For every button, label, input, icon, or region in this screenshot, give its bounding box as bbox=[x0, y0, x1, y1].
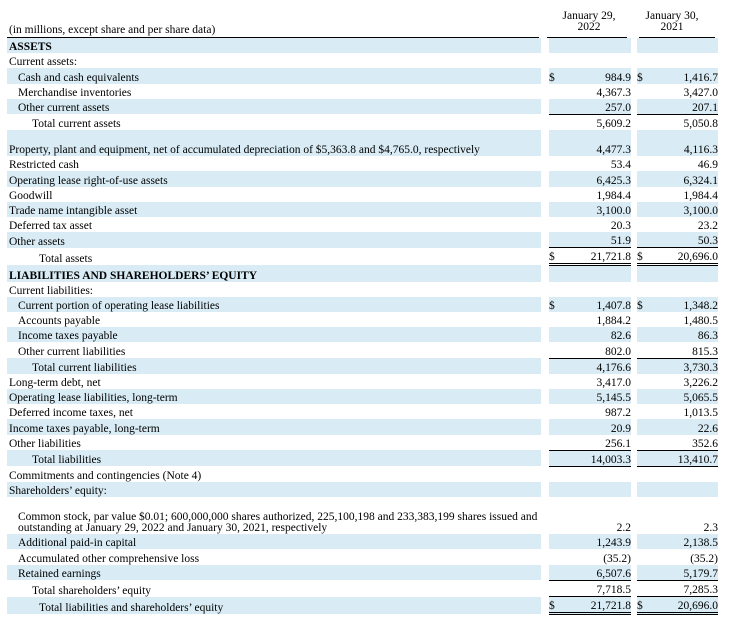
currency-symbol-2022: $ bbox=[549, 297, 561, 312]
value-2022: 3,417.0 bbox=[596, 376, 631, 389]
table-row bbox=[7, 53, 718, 68]
value-2021: 3,730.3 bbox=[647, 358, 718, 374]
column-heading-2022-line2: 2022 bbox=[577, 21, 601, 33]
gutter bbox=[541, 53, 549, 68]
currency-symbol-2022 bbox=[549, 130, 561, 156]
value-2021: 1,416.7 bbox=[647, 68, 718, 83]
column-heading-2021-line2: 2021 bbox=[660, 21, 684, 33]
value-2021 bbox=[647, 466, 718, 482]
currency-symbol-2021 bbox=[637, 534, 647, 549]
currency-symbol-2022 bbox=[549, 389, 561, 404]
row-label: Accumulated other comprehensive loss bbox=[18, 552, 200, 565]
row-label: Operating lease liabilities, long-term bbox=[7, 389, 541, 404]
currency-symbol-2022 bbox=[549, 482, 561, 497]
row-label: Other assets bbox=[7, 232, 541, 248]
currency-symbol-2022 bbox=[549, 358, 561, 374]
table-row bbox=[7, 202, 718, 217]
value-2021: 1,348.2 bbox=[647, 297, 718, 312]
currency-symbol-2022 bbox=[549, 99, 561, 115]
table-row bbox=[7, 482, 718, 497]
currency-symbol-2022: $ bbox=[549, 248, 561, 265]
gutter bbox=[541, 312, 549, 327]
currency-symbol-2022 bbox=[549, 156, 561, 171]
value-2021: 7,285.3 bbox=[647, 580, 718, 596]
currency-symbol-2021: $ bbox=[637, 297, 647, 312]
gutter bbox=[541, 419, 549, 434]
table-row bbox=[7, 217, 718, 232]
value-2022: 82.6 bbox=[561, 327, 631, 342]
currency-symbol-2022 bbox=[549, 202, 561, 217]
currency-symbol-2021 bbox=[637, 419, 647, 434]
currency-symbol-2021 bbox=[637, 99, 647, 115]
value-2021: 3,226.2 bbox=[683, 376, 718, 389]
currency-symbol-2021 bbox=[637, 374, 647, 389]
value-2022: 20.9 bbox=[561, 419, 631, 434]
value-2022 bbox=[561, 482, 631, 497]
gutter bbox=[541, 202, 549, 217]
table-row bbox=[7, 374, 718, 389]
column-heading-2021-line1: January 30, bbox=[645, 10, 699, 22]
currency-symbol-2022 bbox=[549, 232, 561, 248]
value-2021 bbox=[647, 282, 718, 297]
currency-symbol-2021 bbox=[637, 114, 647, 130]
currency-symbol-2022 bbox=[549, 327, 561, 342]
currency-symbol-2021 bbox=[637, 549, 647, 564]
value-2022: 987.2 bbox=[605, 407, 631, 420]
value-2022 bbox=[561, 282, 631, 297]
currency-symbol-2022 bbox=[549, 450, 561, 466]
row-label: Retained earnings bbox=[7, 565, 541, 581]
row-label: ASSETS bbox=[7, 38, 541, 53]
row-label: Income taxes payable bbox=[7, 327, 541, 342]
currency-symbol-2022 bbox=[549, 404, 561, 419]
value-2021: 352.6 bbox=[647, 435, 718, 451]
currency-symbol-2022 bbox=[549, 419, 561, 434]
currency-symbol-2021 bbox=[637, 435, 647, 451]
value-2021: 86.3 bbox=[647, 327, 718, 342]
value-2021 bbox=[647, 53, 718, 68]
value-2022: 802.0 bbox=[561, 342, 631, 358]
value-2022: 1,884.2 bbox=[596, 315, 631, 328]
currency-symbol-2022 bbox=[549, 534, 561, 549]
value-2022: (35.2) bbox=[603, 552, 631, 565]
gutter bbox=[541, 327, 549, 342]
row-label: Current portion of operating lease liabilities bbox=[7, 297, 541, 312]
row-label: Goodwill bbox=[9, 189, 53, 202]
gutter bbox=[541, 482, 549, 497]
currency-symbol-2022 bbox=[549, 53, 561, 68]
row-label: Additional paid-in capital bbox=[7, 534, 541, 549]
table-row bbox=[7, 450, 718, 466]
currency-symbol-2021: $ bbox=[637, 68, 647, 83]
value-2022: 21,721.8 bbox=[561, 597, 631, 614]
currency-symbol-2021 bbox=[637, 404, 647, 419]
currency-symbol-2021 bbox=[637, 38, 647, 53]
row-label: Total current liabilities bbox=[7, 358, 541, 374]
currency-symbol-2021 bbox=[637, 265, 647, 282]
value-2021 bbox=[647, 38, 718, 53]
gutter bbox=[541, 549, 549, 564]
table-row bbox=[7, 130, 718, 156]
table-row bbox=[7, 565, 718, 581]
currency-symbol-2021 bbox=[637, 580, 647, 596]
gutter bbox=[541, 114, 549, 130]
gutter bbox=[541, 342, 549, 358]
currency-symbol-2022 bbox=[549, 171, 561, 186]
table-row bbox=[7, 187, 718, 202]
value-2021: 46.9 bbox=[697, 159, 718, 172]
row-label: Deferred income taxes, net bbox=[9, 407, 133, 420]
currency-symbol-2021 bbox=[637, 130, 647, 156]
gutter bbox=[541, 580, 549, 596]
gutter bbox=[541, 248, 549, 265]
row-label: Common stock, par value $0.01; 600,000,000 shares authorized, 225,100,198 and 233,383,199 shares issued and outstanding at January 29, 2022 and January 30, 2021, respectively bbox=[18, 511, 538, 535]
currency-symbol-2021 bbox=[637, 53, 647, 68]
value-2022 bbox=[561, 38, 631, 53]
table-row bbox=[7, 580, 718, 596]
value-2022: 51.9 bbox=[561, 232, 631, 248]
column-heading-2022 bbox=[547, 11, 631, 33]
row-label: Total current assets bbox=[32, 118, 121, 131]
gutter bbox=[541, 217, 549, 232]
currency-symbol-2022 bbox=[549, 84, 561, 99]
row-label: Merchandise inventories bbox=[18, 86, 132, 99]
table-row bbox=[7, 38, 718, 53]
gutter bbox=[541, 232, 549, 248]
currency-symbol-2021 bbox=[637, 187, 647, 202]
units-note: (in millions, except share and per share data) bbox=[9, 24, 216, 36]
currency-symbol-2021: $ bbox=[637, 248, 647, 265]
value-2021: 6,324.1 bbox=[647, 171, 718, 186]
value-2021: 5,179.7 bbox=[647, 565, 718, 581]
table-row bbox=[7, 297, 718, 312]
table-row bbox=[7, 534, 718, 549]
gutter bbox=[541, 156, 549, 171]
row-label: Other current assets bbox=[7, 99, 541, 115]
value-2022 bbox=[561, 265, 631, 282]
value-2021: 3,100.0 bbox=[647, 202, 718, 217]
row-label: Commitments and contingencies (Note 4) bbox=[9, 470, 202, 483]
currency-symbol-2021 bbox=[637, 282, 647, 297]
table-row bbox=[7, 312, 718, 327]
value-2021: 207.1 bbox=[647, 99, 718, 115]
value-2021: 4,116.3 bbox=[647, 130, 718, 156]
currency-symbol-2022 bbox=[549, 265, 561, 282]
gutter bbox=[541, 38, 549, 53]
row-label: Current liabilities: bbox=[9, 284, 93, 297]
table-row bbox=[7, 327, 718, 342]
gutter bbox=[541, 374, 549, 389]
row-label: Other current liabilities bbox=[18, 346, 126, 359]
row-label: Operating lease right-of-use assets bbox=[7, 171, 541, 186]
table-row bbox=[7, 419, 718, 434]
currency-symbol-2021 bbox=[637, 217, 647, 232]
gutter bbox=[541, 358, 549, 374]
value-2021: 50.3 bbox=[647, 232, 718, 248]
table-row bbox=[7, 171, 718, 186]
row-label: Total liabilities bbox=[7, 450, 541, 466]
gutter bbox=[541, 282, 549, 297]
value-2022: 4,477.3 bbox=[561, 130, 631, 156]
value-2021: 20,696.0 bbox=[647, 248, 718, 265]
row-label: Other liabilities bbox=[9, 438, 81, 451]
currency-symbol-2021 bbox=[637, 342, 647, 358]
currency-symbol-2022: $ bbox=[549, 597, 561, 614]
value-2021: 13,410.7 bbox=[647, 450, 718, 466]
financial-table-body bbox=[7, 38, 718, 614]
gutter bbox=[541, 534, 549, 549]
currency-symbol-2021 bbox=[637, 232, 647, 248]
value-2021 bbox=[647, 265, 718, 282]
gutter bbox=[541, 497, 549, 534]
value-2022: 257.0 bbox=[561, 99, 631, 115]
column-header bbox=[0, 8, 744, 38]
table-row bbox=[7, 84, 718, 99]
value-2021: 3,427.0 bbox=[683, 86, 718, 99]
table-row bbox=[7, 389, 718, 404]
row-label: Property, plant and equipment, net of accumulated depreciation of $5,363.8 and $4,765.0, respectively bbox=[7, 130, 541, 156]
table-row bbox=[7, 156, 718, 171]
gutter bbox=[541, 68, 549, 83]
currency-symbol-2021 bbox=[637, 466, 647, 482]
currency-symbol-2021 bbox=[637, 327, 647, 342]
value-2021: 23.2 bbox=[697, 220, 718, 233]
currency-symbol-2021 bbox=[637, 497, 647, 534]
value-2022: 7,718.5 bbox=[561, 580, 631, 596]
value-2021: 5,065.5 bbox=[647, 389, 718, 404]
currency-symbol-2022 bbox=[549, 549, 561, 564]
value-2021: 1,984.4 bbox=[683, 189, 718, 202]
value-2022: 21,721.8 bbox=[561, 248, 631, 265]
table-row bbox=[7, 435, 718, 451]
currency-symbol-2021 bbox=[637, 156, 647, 171]
row-label: LIABILITIES AND SHAREHOLDERS’ EQUITY bbox=[7, 265, 541, 282]
row-label: Cash and cash equivalents bbox=[7, 68, 541, 83]
value-2022: 1,407.8 bbox=[561, 297, 631, 312]
value-2021: 2,138.5 bbox=[647, 534, 718, 549]
row-label: Total shareholders’ equity bbox=[32, 584, 152, 597]
gutter bbox=[541, 99, 549, 115]
value-2021 bbox=[647, 482, 718, 497]
value-2022: 20.3 bbox=[610, 220, 631, 233]
currency-symbol-2021 bbox=[637, 84, 647, 99]
gutter bbox=[541, 84, 549, 99]
gutter bbox=[541, 565, 549, 581]
value-2022: 984.9 bbox=[561, 68, 631, 83]
value-2021: 2.3 bbox=[703, 522, 718, 535]
row-label: Long-term debt, net bbox=[9, 376, 101, 389]
value-2022: 2.2 bbox=[616, 522, 631, 535]
currency-symbol-2022 bbox=[549, 38, 561, 53]
currency-symbol-2022 bbox=[549, 374, 561, 389]
gutter bbox=[541, 297, 549, 312]
value-2021: 1,480.5 bbox=[683, 315, 718, 328]
column-heading-2022-line1: January 29, bbox=[562, 10, 616, 22]
currency-symbol-2021 bbox=[637, 358, 647, 374]
table-row bbox=[7, 466, 718, 482]
value-2022: 1,243.9 bbox=[561, 534, 631, 549]
gutter bbox=[541, 389, 549, 404]
gutter bbox=[541, 171, 549, 186]
value-2022: 3,100.0 bbox=[561, 202, 631, 217]
table-row bbox=[7, 497, 718, 534]
row-label: Trade name intangible asset bbox=[7, 202, 541, 217]
value-2021: 1,013.5 bbox=[683, 407, 718, 420]
value-2022: 1,984.4 bbox=[596, 189, 631, 202]
gutter bbox=[541, 466, 549, 482]
row-label: Shareholders’ equity: bbox=[7, 482, 541, 497]
value-2022 bbox=[561, 53, 631, 68]
currency-symbol-2022 bbox=[549, 282, 561, 297]
currency-symbol-2021 bbox=[637, 312, 647, 327]
currency-symbol-2021 bbox=[637, 171, 647, 186]
gutter bbox=[541, 130, 549, 156]
currency-symbol-2021: $ bbox=[637, 597, 647, 614]
value-2022: 256.1 bbox=[561, 435, 631, 451]
row-label: Income taxes payable, long-term bbox=[7, 419, 541, 434]
currency-symbol-2021 bbox=[637, 482, 647, 497]
value-2022: 4,176.6 bbox=[561, 358, 631, 374]
table-row bbox=[7, 68, 718, 83]
row-label: Total liabilities and shareholders’ equity bbox=[7, 597, 541, 614]
currency-symbol-2022 bbox=[549, 187, 561, 202]
currency-symbol-2022 bbox=[549, 312, 561, 327]
table-row bbox=[7, 342, 718, 358]
currency-symbol-2022 bbox=[549, 217, 561, 232]
value-2021: 815.3 bbox=[647, 342, 718, 358]
gutter bbox=[541, 597, 549, 614]
table-row bbox=[7, 282, 718, 297]
table-row bbox=[7, 358, 718, 374]
row-label: Accounts payable bbox=[18, 315, 101, 328]
value-2021: 22.6 bbox=[647, 419, 718, 434]
currency-symbol-2022 bbox=[549, 114, 561, 130]
value-2021: 20,696.0 bbox=[647, 597, 718, 614]
gutter bbox=[541, 404, 549, 419]
column-heading-2021 bbox=[630, 11, 714, 33]
currency-symbol-2022 bbox=[549, 342, 561, 358]
value-2022 bbox=[561, 466, 631, 482]
financial-table bbox=[7, 38, 718, 615]
table-row bbox=[7, 99, 718, 115]
gutter bbox=[541, 450, 549, 466]
currency-symbol-2022 bbox=[549, 435, 561, 451]
currency-symbol-2021 bbox=[637, 565, 647, 581]
currency-symbol-2022 bbox=[549, 497, 561, 534]
value-2022: 53.4 bbox=[610, 159, 631, 172]
gutter bbox=[541, 435, 549, 451]
table-row bbox=[7, 404, 718, 419]
currency-symbol-2022 bbox=[549, 580, 561, 596]
row-label: Restricted cash bbox=[9, 159, 79, 172]
value-2022: 6,425.3 bbox=[561, 171, 631, 186]
table-row bbox=[7, 248, 718, 265]
row-label: Current assets: bbox=[9, 56, 78, 69]
table-row bbox=[7, 232, 718, 248]
currency-symbol-2021 bbox=[637, 450, 647, 466]
row-label: Total assets bbox=[39, 252, 93, 265]
row-label: Deferred tax asset bbox=[9, 220, 93, 233]
currency-symbol-2021 bbox=[637, 202, 647, 217]
value-2022: 4,367.3 bbox=[596, 86, 631, 99]
currency-symbol-2022 bbox=[549, 565, 561, 581]
currency-symbol-2021 bbox=[637, 389, 647, 404]
table-row bbox=[7, 114, 718, 130]
currency-symbol-2022: $ bbox=[549, 68, 561, 83]
table-row bbox=[7, 265, 718, 282]
value-2022: 14,003.3 bbox=[561, 450, 631, 466]
value-2022: 5,609.2 bbox=[596, 118, 631, 131]
currency-symbol-2022 bbox=[549, 466, 561, 482]
value-2021: (35.2) bbox=[690, 552, 718, 565]
table-row bbox=[7, 597, 718, 614]
value-2021: 5,050.8 bbox=[683, 118, 718, 131]
value-2022: 5,145.5 bbox=[561, 389, 631, 404]
table-row bbox=[7, 549, 718, 564]
gutter bbox=[541, 265, 549, 282]
value-2022: 6,507.6 bbox=[561, 565, 631, 581]
gutter bbox=[541, 187, 549, 202]
